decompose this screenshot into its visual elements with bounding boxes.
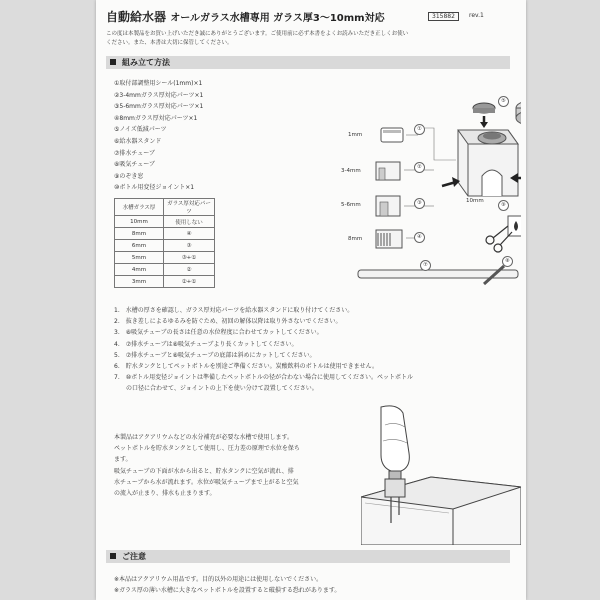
installed-illustration: [361, 405, 521, 545]
list-item: ⑨のぞき窓: [114, 172, 144, 180]
list-item: ⑤ノイズ低減パーツ: [114, 126, 167, 134]
aquarium-illustration: [361, 405, 521, 545]
table-header-row: [115, 199, 215, 216]
spacer-8mm-part: [376, 230, 402, 248]
assembly-section-header: [106, 56, 510, 69]
step-item: 1. 水槽の厚さを確認し、ガラス厚対応パーツを給水器スタンドに取り付けてください。: [114, 307, 354, 314]
callout-1: ①: [414, 124, 425, 135]
section-title: 組み立て方法: [122, 58, 170, 67]
callout-9: ⑨: [498, 200, 509, 211]
assembly-steps: [114, 305, 413, 395]
water-bottle: [381, 406, 409, 479]
step-item: 5. ⑦排水チューブと⑧吸気チューブの底部は斜めにカットしてください。: [114, 351, 316, 359]
step-item: 2. 抜き差しによるゆるみを防ぐため、初回の解体以降は取り外さないでください。: [114, 318, 342, 326]
table-cell: ④: [164, 228, 215, 240]
table-row: [115, 264, 215, 276]
table-cell: ②: [164, 264, 215, 276]
table-cell: ③+①: [164, 252, 215, 264]
list-item: ⑦排水チューブ: [114, 149, 155, 157]
table-cell: 6mm: [115, 240, 164, 252]
note-line: 水チューブから水が流れます。水位が吸気チューブまで上がると空気: [114, 478, 299, 486]
bottle-joint-part: [516, 101, 521, 125]
assembly-diagram: [246, 78, 521, 300]
table-header: ガラス厚対応パーツ: [164, 199, 215, 216]
callout-3: ③: [414, 198, 425, 209]
table-row: [115, 240, 215, 252]
spacer-5-6mm-part: [376, 196, 400, 216]
table-row: [115, 276, 215, 288]
step-item: 3. ⑧吸気チューブの長さは任意の水位程度に合わせてカットしてください。: [114, 329, 323, 337]
spacer-3-4mm-part: [376, 162, 400, 180]
noise-reduction-cap: [473, 103, 495, 128]
table-cell: 3mm: [115, 276, 164, 288]
section-title: ご注意: [122, 552, 146, 561]
callout-4: ④: [414, 232, 425, 243]
table-row: [115, 228, 215, 240]
caution-section-header: [106, 550, 510, 563]
list-item: ④8mmガラス厚対応パーツ×1: [114, 114, 198, 122]
intro-line: ください。また、本書は大切に保管してください。: [106, 40, 233, 46]
table-cell: 使用しない: [164, 216, 215, 228]
label-10mm: 10mm: [466, 198, 484, 204]
note-line: 吸気チューブの下面が水から出ると、貯水タンクに空気が流れ、排: [114, 467, 294, 475]
label-3-4mm: 3-4mm: [341, 168, 361, 174]
list-item: ⑥給水器スタンド: [114, 137, 162, 145]
note-line: 本製品はアクアリウムなどの水分補充が必要な水槽で使用します。: [114, 434, 294, 441]
table-cell: 8mm: [115, 228, 164, 240]
note-line: ペットボトルを貯水タンクとして使用し、圧力差の原理で水位を保ち: [114, 445, 300, 453]
product-code: 315882: [428, 12, 459, 21]
step-item: の口径に合わせて、ジョイントの上下を使い分けて設置してください。: [114, 385, 318, 393]
table-cell: 10mm: [115, 216, 164, 228]
table-cell: 4mm: [115, 264, 164, 276]
revision-label: rev.1: [469, 12, 484, 19]
list-item: ⑧吸気チューブ: [114, 161, 155, 169]
callout-7: ⑦: [420, 260, 431, 271]
table-row: [115, 252, 215, 264]
list-item: ③5-6mmガラス厚対応パーツ×1: [114, 103, 204, 111]
title-main: 自動給水器: [106, 10, 167, 24]
callout-8: ⑧: [502, 256, 513, 267]
list-item: ②3-4mmガラス厚対応パーツ×1: [114, 91, 204, 99]
section-marker-icon: [110, 553, 116, 559]
table-row: [115, 216, 215, 228]
table-cell: ③: [164, 240, 215, 252]
step-item: 7. ⑩ボトル用変径ジョイントは準備したペットボトルの径が合わない場合に使用してください。ペットボトル: [114, 374, 413, 382]
note-line: の流入が止まり、排水も止まります。: [114, 490, 216, 498]
list-item: ⑩ボトル用変径ジョイント×1: [114, 184, 195, 192]
label-8mm: 8mm: [348, 236, 363, 242]
peep-window-part: [508, 216, 521, 236]
caution-item: ※本品はアクアリウム用品です。目的以外の用途には使用しないでください。: [114, 576, 323, 583]
parts-list: [114, 78, 203, 194]
step-item: 6. 貯水タンクとしてペットボトルを別途ご準備ください。炭酸飲料のボトルは使用できません。: [114, 363, 378, 371]
callout-2: ②: [414, 162, 425, 173]
water-feeder-stand: [458, 130, 518, 196]
table-header: 水槽ガラス厚: [115, 199, 164, 216]
section-marker-icon: [110, 59, 116, 65]
note-line: ます。: [114, 456, 132, 464]
list-item: ①取付部調整用シール(1mm)×1: [114, 80, 203, 87]
table-cell: 5mm: [115, 252, 164, 264]
caution-list: [114, 574, 340, 596]
document-title: [106, 8, 385, 25]
label-1mm: 1mm: [348, 132, 363, 138]
step-item: 4. ⑦排水チューブは⑧吸気チューブより長くカットしてください。: [114, 340, 298, 348]
glass-thickness-table: [114, 198, 215, 288]
label-5-6mm: 5-6mm: [341, 202, 361, 208]
spacer-1mm-part: [381, 128, 403, 142]
table-cell: ②+①: [164, 276, 215, 288]
caution-item: ※ガラス厚の薄い水槽に大きなペットボトルを設置すると破損する恐れがあります。: [114, 587, 341, 594]
diagram-illustration: [246, 78, 521, 300]
usage-note: [114, 432, 300, 499]
intro-text: [106, 30, 408, 48]
instruction-sheet: [96, 0, 526, 600]
intro-line: この度は本製品をお買い上げいただき誠にありがとうございます。ご使用前に必ず本書をよくお読みいただき正しくお使い: [106, 31, 409, 37]
title-subtitle: オールガラス水槽専用 ガラス厚3～10mm対応: [170, 13, 385, 24]
callout-5: ⑤: [498, 96, 509, 107]
